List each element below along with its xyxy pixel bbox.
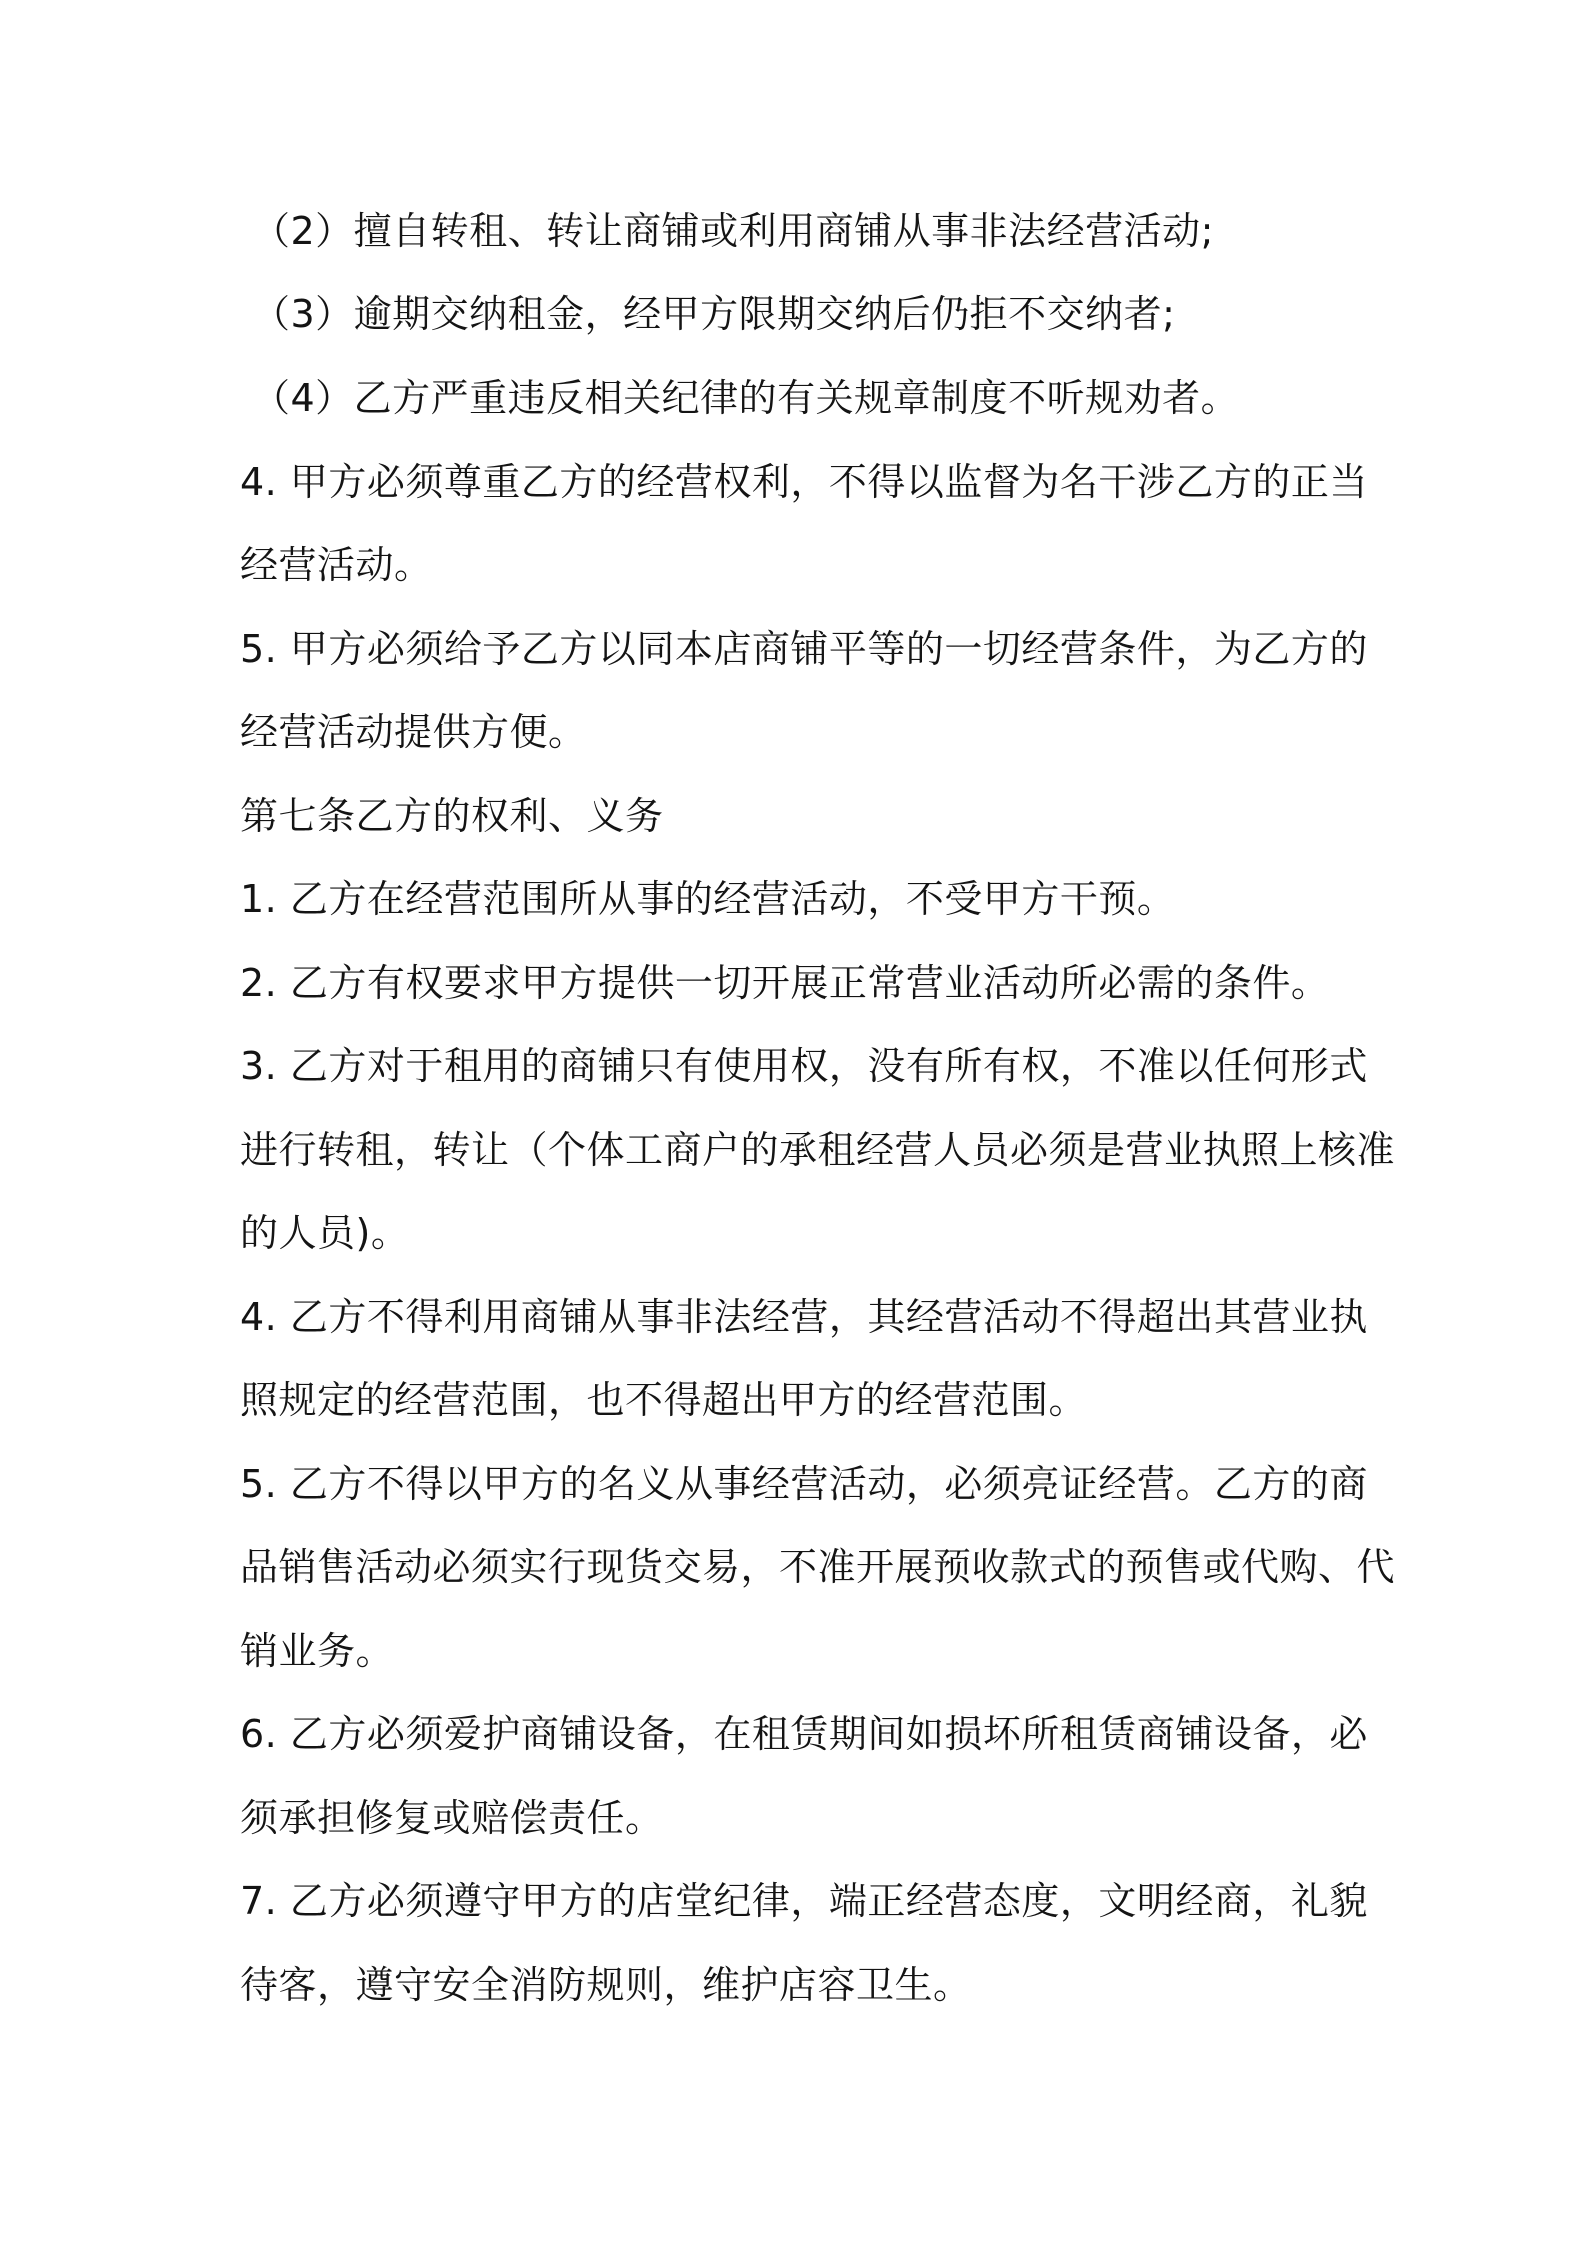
clause-7-6-line-1: 6. 乙方必须爱护商铺设备，在租赁期间如损坏所租赁商铺设备，必 (240, 1712, 1368, 1756)
clause-6-5-line-2: 经营活动提供方便。 (240, 710, 587, 754)
clause-6-4-line-2: 经营活动。 (240, 543, 433, 587)
clause-6-3-item-3: （3）逾期交纳租金，经甲方限期交纳后仍拒不交纳者; (252, 292, 1176, 336)
clause-7-4-line-2: 照规定的经营范围，也不得超出甲方的经营范围。 (240, 1378, 1088, 1422)
clause-7-7-line-2: 待客，遵守安全消防规则，维护店容卫生。 (240, 1963, 972, 2007)
clause-6-3-item-4: （4）乙方严重违反相关纪律的有关规章制度不听规劝者。 (252, 376, 1240, 420)
clause-6-4-line-1: 4. 甲方必须尊重乙方的经营权利，不得以监督为名干涉乙方的正当 (240, 460, 1368, 504)
clause-7-7-line-1: 7. 乙方必须遵守甲方的店堂纪律，端正经营态度，文明经商，礼貌 (240, 1879, 1368, 1923)
clause-7-5-line-2: 品销售活动必须实行现货交易，不准开展预收款式的预售或代购、代 (240, 1545, 1396, 1589)
clause-6-3-item-2: （2）擅自转租、转让商铺或利用商铺从事非法经营活动; (252, 209, 1214, 253)
clause-7-5-line-3: 销业务。 (240, 1629, 395, 1673)
clause-7-5-line-1: 5. 乙方不得以甲方的名义从事经营活动，必须亮证经营。乙方的商 (240, 1462, 1368, 1506)
clause-7-4-line-1: 4. 乙方不得利用商铺从事非法经营，其经营活动不得超出其营业执 (240, 1295, 1368, 1339)
clause-7-1: 1. 乙方在经营范围所从事的经营活动，不受甲方干预。 (240, 877, 1176, 921)
article-7-heading: 第七条乙方的权利、义务 (240, 794, 664, 838)
clause-6-5-line-1: 5. 甲方必须给予乙方以同本店商铺平等的一切经营条件，为乙方的 (240, 627, 1368, 671)
clause-7-2: 2. 乙方有权要求甲方提供一切开展正常营业活动所必需的条件。 (240, 961, 1330, 1005)
clause-7-3-line-1: 3. 乙方对于租用的商铺只有使用权，没有所有权，不准以任何形式 (240, 1044, 1368, 1088)
clause-7-3-line-3: 的人员)。 (240, 1211, 410, 1255)
clause-7-3-line-2: 进行转租，转让（个体工商户的承租经营人员必须是营业执照上核准 (240, 1128, 1396, 1172)
clause-7-6-line-2: 须承担修复或赔偿责任。 (240, 1796, 664, 1840)
